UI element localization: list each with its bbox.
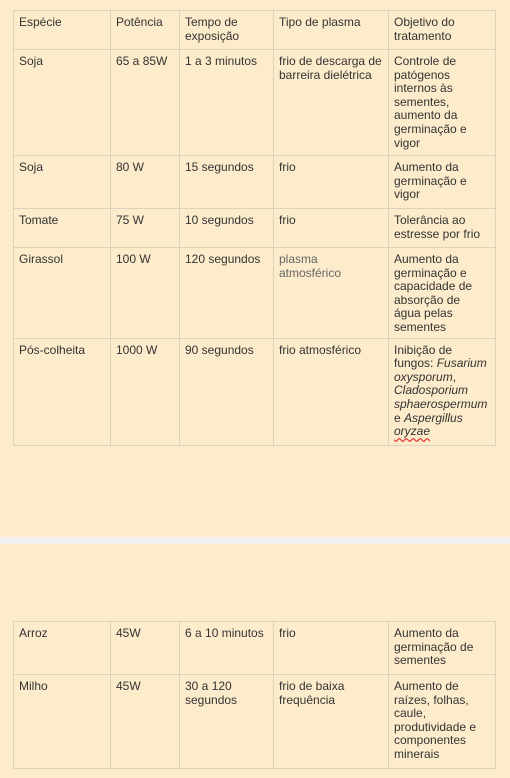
species-fusarium: Fusarium oxysporum	[394, 356, 487, 384]
cell-tempo: 1 a 3 minutos	[180, 50, 274, 156]
cell-especie: Pós-colheita	[14, 338, 111, 445]
cell-potencia: 100 W	[111, 248, 180, 339]
cell-potencia: 65 a 85W	[111, 50, 180, 156]
cell-tempo: 10 segundos	[180, 209, 274, 248]
table-row	[14, 622, 496, 675]
page-break-separator	[0, 537, 510, 544]
objetivo-separator: e	[394, 410, 405, 425]
table-header-row	[14, 11, 496, 50]
cell-potencia: 75 W	[111, 209, 180, 248]
header-objetivo: Objetivo do tratamento	[389, 11, 496, 50]
cell-tempo: 30 a 120 segundos	[180, 675, 274, 769]
cell-tempo: 6 a 10 minutos	[180, 622, 274, 675]
table-row	[14, 338, 496, 445]
cell-especie: Arroz	[14, 622, 111, 675]
header-especie: Espécie	[14, 11, 111, 50]
plasma-treatment-table-continued	[13, 621, 496, 769]
table-row	[14, 675, 496, 769]
cell-especie: Tomate	[14, 209, 111, 248]
table-row	[14, 50, 496, 156]
cell-potencia: 45W	[111, 675, 180, 769]
objetivo-prefix: Inibição de fungos:	[394, 342, 453, 371]
cell-potencia: 45W	[111, 622, 180, 675]
table-row	[14, 209, 496, 248]
cell-plasma: frio	[274, 209, 389, 248]
header-plasma: Tipo de plasma	[274, 11, 389, 50]
plasma-treatment-table	[13, 10, 496, 446]
cell-plasma: frio	[274, 622, 389, 675]
cell-especie: Milho	[14, 675, 111, 769]
cell-objetivo: Aumento da germinação e capacidade de absorção de água pelas sementes	[389, 248, 496, 339]
cell-plasma: frio de baixa frequência	[274, 675, 389, 769]
cell-especie: Girassol	[14, 248, 111, 339]
table-row	[14, 248, 496, 339]
objetivo-separator: ,	[452, 369, 457, 384]
species-oryzae-spellcheck[interactable]: oryzae	[394, 424, 431, 439]
cell-potencia: 80 W	[111, 156, 180, 209]
cell-tempo: 90 segundos	[180, 338, 274, 445]
cell-especie: Soja	[14, 50, 111, 156]
cell-plasma: frio atmosférico	[274, 338, 389, 445]
header-potencia: Potência	[111, 11, 180, 50]
cell-objetivo: Aumento de raízes, folhas, caule, produtividade e componentes minerais	[389, 675, 496, 769]
cell-plasma: frio de descarga de barreira dielétrica	[274, 50, 389, 156]
cell-potencia: 1000 W	[111, 338, 180, 445]
cell-objetivo	[389, 338, 496, 445]
cell-tempo: 15 segundos	[180, 156, 274, 209]
table-row	[14, 156, 496, 209]
cell-objetivo: Aumento da germinação e vigor	[389, 156, 496, 209]
cell-especie: Soja	[14, 156, 111, 209]
cell-objetivo: Tolerância ao estresse por frio	[389, 209, 496, 248]
cell-objetivo: Aumento da germinação de sementes	[389, 622, 496, 675]
cell-objetivo: Controle de patógenos internos às sementes, aumento da germinação e vigor	[389, 50, 496, 156]
header-tempo: Tempo de exposição	[180, 11, 274, 50]
species-aspergillus: Aspergillus	[404, 410, 463, 425]
cell-plasma: plasma atmosférico	[274, 248, 389, 339]
cell-plasma: frio	[274, 156, 389, 209]
species-cladosporium: Cladosporium sphaerospermum	[394, 383, 488, 411]
cell-tempo: 120 segundos	[180, 248, 274, 339]
